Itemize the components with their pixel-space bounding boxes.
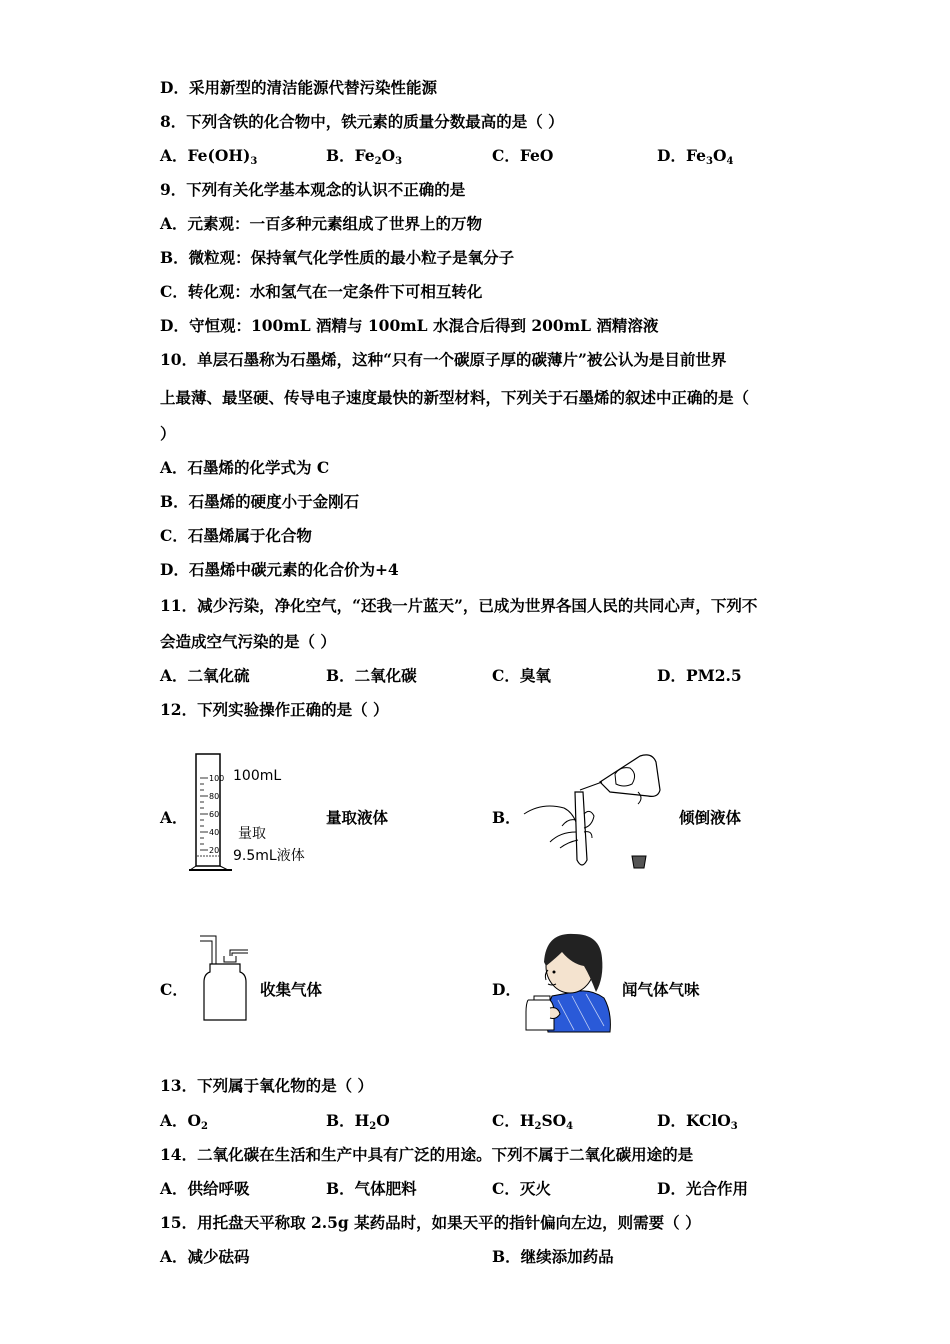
q13-option-b: B．$H_2O$ bbox=[326, 1111, 390, 1132]
q14-option-d: D．光合作用 bbox=[657, 1179, 748, 1198]
question-8: 8．下列含铁的化合物中，铁元素的质量分数最高的是（ ） bbox=[160, 112, 564, 131]
question-11-line-1: 11．减少污染，净化空气，“还我一片蓝天”，已成为世界各国人民的共同心声，下列不 bbox=[160, 596, 758, 615]
cylinder-caption-1: 量取 bbox=[238, 826, 266, 842]
question-10-line-1: 10．单层石墨称为石墨烯，这种“只有一个碳原子厚的碳薄片”被公认为是目前世界 bbox=[160, 350, 727, 369]
q8-option-d: D．$Fe_3O_4$ bbox=[657, 146, 734, 167]
q15-option-b: B．继续添加药品 bbox=[492, 1247, 614, 1266]
q10-option-d: D．石墨烯中碳元素的化合价为+4 bbox=[160, 560, 399, 579]
q8-option-b: B．$Fe_2O_3$ bbox=[326, 146, 403, 167]
cylinder-tick-60: 60 bbox=[209, 810, 220, 819]
cylinder-tick-40: 40 bbox=[209, 828, 220, 837]
q7-option-d: D．采用新型的清洁能源代替污染性能源 bbox=[160, 78, 437, 97]
question-11-line-2: 会造成空气污染的是（ ） bbox=[160, 632, 336, 651]
q9-option-a: A．元素观：一百多种元素组成了世界上的万物 bbox=[160, 214, 483, 233]
q11-option-b: B．二氧化碳 bbox=[326, 666, 417, 685]
question-10-line-2: 上最薄、最坚硬、传导电子速度最快的新型材料，下列关于石墨烯的叙述中正确的是（ bbox=[160, 388, 750, 407]
question-9: 9．下列有关化学基本观念的认识不正确的是 bbox=[160, 180, 466, 199]
question-12: 12．下列实验操作正确的是（ ） bbox=[160, 700, 389, 719]
question-14: 14．二氧化碳在生活和生产中具有广泛的用途。下列不属于二氧化碳用途的是 bbox=[160, 1145, 694, 1164]
q13-option-d: D．KClO$_3$ bbox=[657, 1111, 738, 1132]
q10-option-c: C．石墨烯属于化合物 bbox=[160, 526, 312, 545]
gas-collection-bottle-icon bbox=[196, 932, 254, 1028]
q12-option-d-label: 闻气体气味 bbox=[622, 980, 700, 999]
q13-option-a: A．$O_2$ bbox=[160, 1111, 208, 1132]
q14-option-c: C．灭火 bbox=[492, 1179, 551, 1198]
q12-option-a-letter: A． bbox=[160, 808, 188, 827]
question-13: 13．下列属于氧化物的是（ ） bbox=[160, 1076, 373, 1095]
q8-option-c: C．FeO bbox=[492, 146, 554, 165]
q12-option-b-letter: B． bbox=[492, 808, 521, 827]
cylinder-tick-20: 20 bbox=[209, 846, 220, 855]
q12-option-a-label: 量取液体 bbox=[326, 808, 389, 827]
q10-option-b: B．石墨烯的硬度小于金刚石 bbox=[160, 492, 360, 511]
q10-option-a: A．石墨烯的化学式为 C bbox=[160, 458, 330, 477]
cylinder-volume-label: 100mL bbox=[233, 768, 282, 784]
q12-option-d-letter: D． bbox=[492, 980, 521, 999]
pouring-liquid-icon bbox=[520, 752, 670, 876]
q14-option-b: B．气体肥料 bbox=[326, 1179, 417, 1198]
q9-option-c: C．转化观：水和氢气在一定条件下可相互转化 bbox=[160, 282, 483, 301]
cylinder-tick-100: 100 bbox=[209, 774, 225, 783]
q9-option-d: D．守恒观：100mL 酒精与 100mL 水混合后得到 200mL 酒精溶液 bbox=[160, 316, 659, 335]
question-10-line-3: ） bbox=[160, 424, 176, 443]
cylinder-tick-80: 80 bbox=[209, 792, 220, 801]
q15-option-a: A．减少砝码 bbox=[160, 1247, 250, 1266]
smelling-gas-person-icon bbox=[524, 926, 614, 1034]
q11-option-c: C．臭氧 bbox=[492, 666, 551, 685]
q14-option-a: A．供给呼吸 bbox=[160, 1179, 250, 1198]
question-15: 15．用托盘天平称取 2.5g 某药品时，如果天平的指针偏向左边，则需要（ ） bbox=[160, 1213, 701, 1232]
q11-option-a: A．二氧化硫 bbox=[160, 666, 250, 685]
cylinder-caption-2: 9.5mL液体 bbox=[233, 848, 305, 864]
q9-option-b: B．微粒观：保持氧气化学性质的最小粒子是氧分子 bbox=[160, 248, 515, 267]
q11-option-d: D．PM2.5 bbox=[657, 666, 742, 685]
q8-option-a: A．$Fe(OH)_3$ bbox=[160, 146, 258, 167]
q13-option-c: C．$H_2SO_4$ bbox=[492, 1111, 574, 1132]
q12-option-c-label: 收集气体 bbox=[260, 980, 323, 999]
q12-option-b-label: 倾倒液体 bbox=[679, 808, 742, 827]
q12-option-c-letter: C． bbox=[160, 980, 188, 999]
